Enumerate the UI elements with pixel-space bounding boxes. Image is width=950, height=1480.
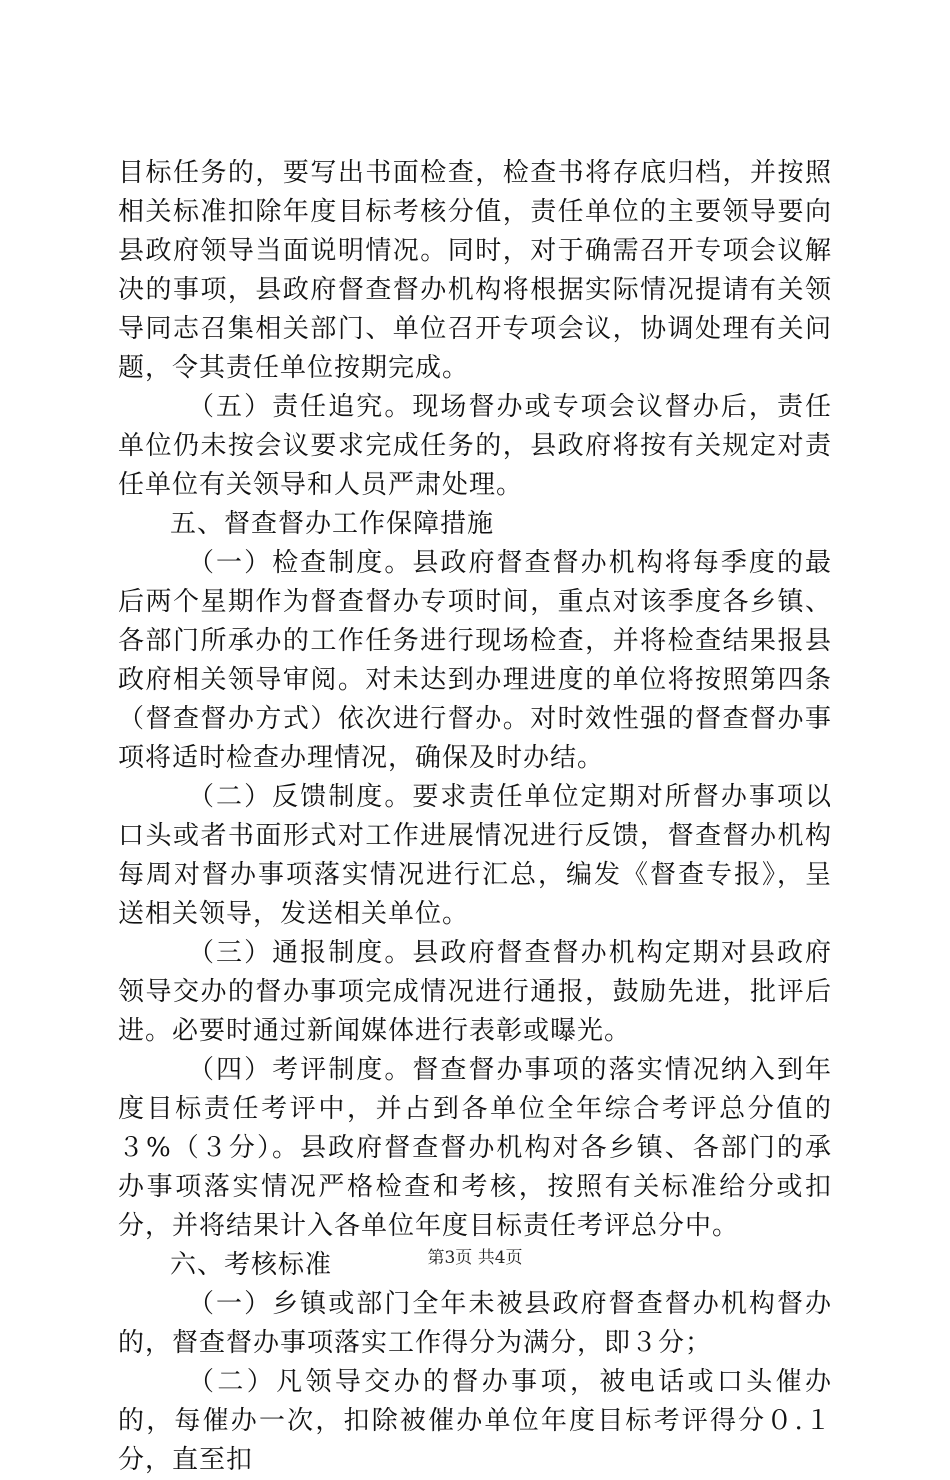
paragraph-inspection-system: （一）检查制度。县政府督查督办机构将每季度的最后两个星期作为督查督办专项时间，重点对该季度各乡镇、各部门所承办的工作任务进行现场检查，并将检查结果报县政府相关领导审阅。对未达到办理进度的单位将按照第四条（督查督办方式）依次进行督办。对时效性强的督查督办事项将适时检查办理情况，确保及时办结。 [118,548,832,773]
paragraph-continued: 目标任务的，要写出书面检查，检查书将存底归档，并按照相关标准扣除年度目标考核分值，责任单位的主要领导要向县政府领导当面说明情况。同时，对于确需召开专项会议解决的事项，县政府督查督办机构将根据实际情况提请有关领导同志召集相关部门、单位召开专项会议，协调处理有关问题，令其责任单位按期完成。 [118,158,832,383]
paragraph-accountability: （五）责任追究。现场督办或专项会议督办后，责任单位仍未按会议要求完成任务的，县政府将按有关规定对责任单位有关领导和人员严肃处理。 [118,392,832,500]
paragraph-feedback-system: （二）反馈制度。要求责任单位定期对所督办事项以口头或者书面形式对工作进展情况进行反馈，督查督办机构每周对督办事项落实情况进行汇总，编发《督查专报》，呈送相关领导，发送相关单位。 [118,782,832,929]
paragraph-evaluation-system: （四）考评制度。督查督办事项的落实情况纳入到年度目标责任考评中，并占到各单位全年综合考评总分值的３%（３分）。县政府督查督办机构对各乡镇、各部门的承办事项落实情况严格检查和考核，按照有关标准给分或扣分，并将结果计入各单位年度目标责任考评总分中。 [118,1055,832,1241]
page-footer: 第3页 共4页 [427,1248,523,1268]
document-body [118,154,832,1480]
section-heading-safeguards: 五、督查督办工作保障措施 [170,509,495,539]
section-heading-assessment: 六、考核标准 [170,1250,333,1280]
paragraph-standard-2: （二）凡领导交办的督办事项，被电话或口头催办的，每催办一次，扣除被催办单位年度目标考评得分０.１分，直至扣 [118,1367,832,1475]
paragraph-standard-1: （一）乡镇或部门全年未被县政府督查督办机构督办的，督查督办事项落实工作得分为满分，即３分； [118,1289,832,1358]
paragraph-notification-system: （三）通报制度。县政府督查督办机构定期对县政府领导交办的督办事项完成情况进行通报，鼓励先进，批评后进。必要时通过新闻媒体进行表彰或曝光。 [118,938,832,1046]
